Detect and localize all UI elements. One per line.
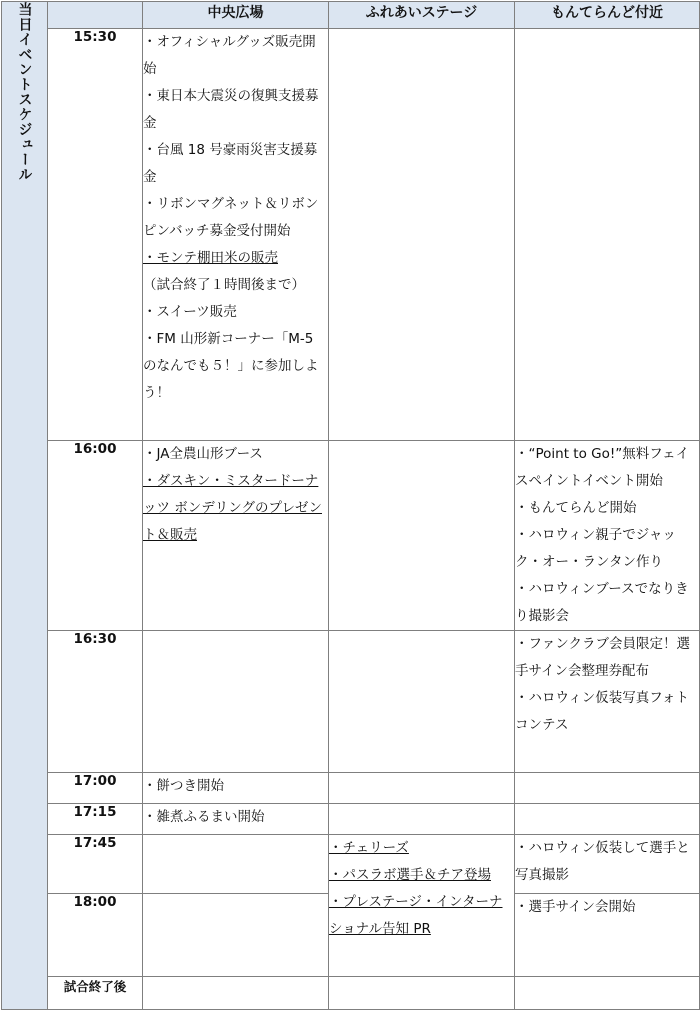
table-row (2, 29, 700, 441)
central-plaza-cell (143, 894, 329, 977)
header-fureai-stage: ふれあいステージ (329, 2, 515, 29)
fureai-stage-cell (329, 835, 515, 977)
table-row (2, 441, 700, 631)
monteland-cell (515, 773, 700, 804)
central-plaza-cell (143, 441, 329, 631)
event-schedule-table (1, 1, 700, 1010)
time-cell: 17:45 (48, 835, 143, 894)
monteland-cell (515, 977, 700, 1010)
list-item: ・台風 18 号豪雨災害支援募金 (143, 142, 318, 185)
central-plaza-cell (143, 773, 329, 804)
list-item: ・ハロウィン仮装して選手と写真撮影 (515, 840, 690, 883)
list-item: ・東日本大震災の復興支援募金 (143, 88, 319, 131)
list-item: ・ダスキン・ミスタードーナッツ ボンデリングのプレゼント＆販売 (143, 473, 322, 543)
table-row (2, 631, 700, 773)
central-plaza-cell (143, 29, 329, 441)
fureai-stage-cell (329, 804, 515, 835)
list-item: ・ハロウィン仮装写真フォトコンテス (515, 690, 690, 733)
list-item: ・ファンクラブ会員限定！選手サイン会整理券配布 (515, 636, 690, 679)
header-central-plaza: 中央広場 (143, 2, 329, 29)
monteland-cell (515, 835, 700, 894)
central-plaza-cell (143, 835, 329, 894)
list-item: ・パスラボ選手＆チア登場 (329, 867, 491, 883)
header-monteland-area: もんてらんど付近 (515, 2, 700, 29)
fureai-stage-cell (329, 977, 515, 1010)
list-item: ・モンテ棚田米の販売 (143, 250, 278, 266)
fureai-stage-cell (329, 631, 515, 773)
list-item: ・JA全農山形ブース (143, 446, 263, 462)
time-cell: 16:30 (48, 631, 143, 773)
table-row (2, 773, 700, 804)
fureai-stage-cell (329, 441, 515, 631)
list-item: ・ハロウィン親子でジャック・オー・ランタン作り (515, 527, 676, 570)
list-item: ・ハロウィンブースでなりきり撮影会 (515, 581, 689, 624)
side-label: 当日イベントスケジュール (16, 2, 33, 182)
central-plaza-cell (143, 804, 329, 835)
list-item: （試合終了１時間後まで） (143, 277, 305, 293)
list-item: ・“Point to Go!”無料フェイスペイントイベント開始 (515, 446, 690, 489)
list-item: ・餅つき開始 (143, 778, 224, 794)
header-row (2, 2, 700, 29)
list-item: ・FM 山形新コーナー「M-5 のなんでも５！」に参加しよう！ (143, 331, 319, 401)
fureai-stage-cell (329, 29, 515, 441)
header-corner (48, 2, 143, 29)
time-cell: 17:00 (48, 773, 143, 804)
table-row (2, 835, 700, 894)
list-item: ・リボンマグネット＆リボンピンバッチ募金受付開始 (143, 196, 319, 239)
time-cell: 17:15 (48, 804, 143, 835)
list-item: ・プレステージ・インターナショナル告知 PR (329, 894, 503, 937)
time-cell: 18:00 (48, 894, 143, 977)
list-item: ・もんてらんど開始 (515, 500, 637, 516)
central-plaza-cell (143, 631, 329, 773)
time-cell: 試合終了後 (48, 977, 143, 1010)
time-cell: 15:30 (48, 29, 143, 441)
time-cell: 16:00 (48, 441, 143, 631)
monteland-cell (515, 804, 700, 835)
list-item: ・選手サイン会開始 (515, 899, 636, 915)
list-item: ・雑煮ふるまい開始 (143, 809, 265, 825)
list-item: ・スイーツ販売 (143, 304, 237, 320)
list-item: ・オフィシャルグッズ販売開始 (143, 34, 316, 77)
fureai-stage-cell (329, 773, 515, 804)
monteland-cell (515, 631, 700, 773)
central-plaza-cell (143, 977, 329, 1010)
monteland-cell (515, 441, 700, 631)
table-row (2, 977, 700, 1010)
monteland-cell (515, 894, 700, 977)
table-row (2, 804, 700, 835)
side-label-cell (2, 2, 48, 1010)
list-item: ・チェリーズ (329, 840, 409, 856)
monteland-cell (515, 29, 700, 441)
